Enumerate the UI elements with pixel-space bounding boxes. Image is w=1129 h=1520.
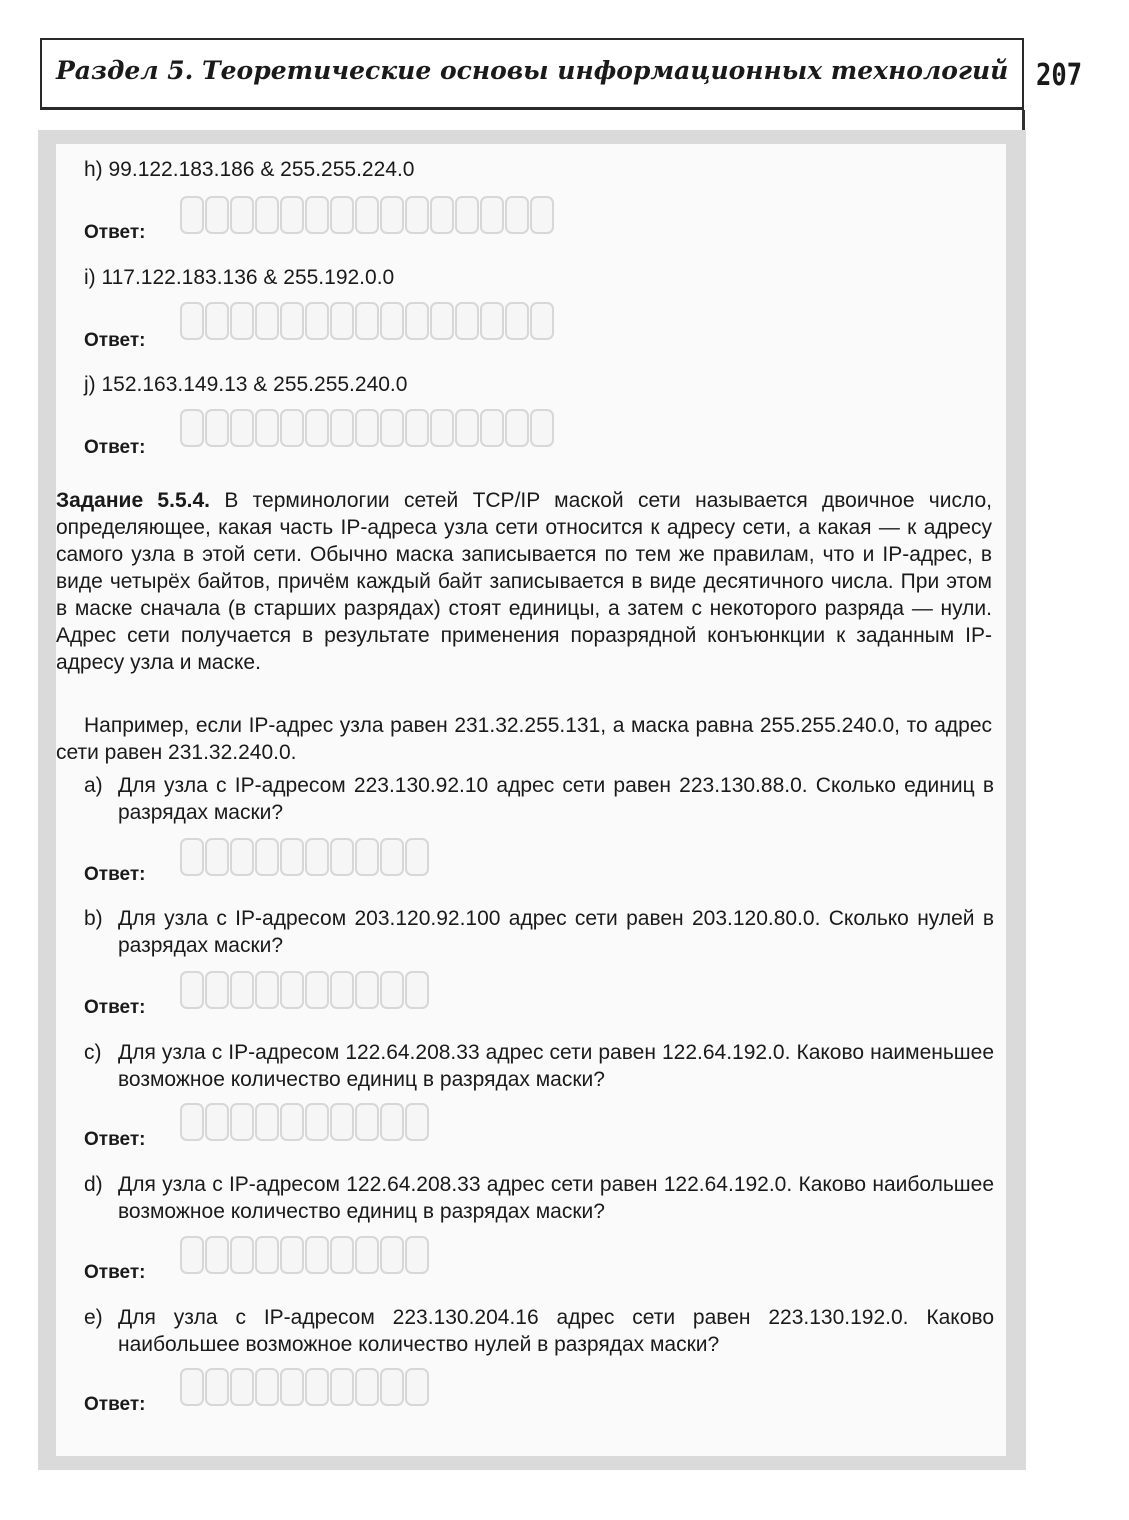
- page-number: 207: [1036, 58, 1083, 93]
- answer-cell[interactable]: [480, 409, 504, 447]
- answer-cell[interactable]: [330, 971, 354, 1009]
- question-c-letter: c): [84, 1041, 102, 1064]
- answer-cells[interactable]: [180, 838, 429, 878]
- answer-cell[interactable]: [380, 838, 404, 876]
- answer-cell[interactable]: [430, 409, 454, 447]
- question-e-text: Для узла с IP-адресом 223.130.204.16 адрес сети равен 223.130.192.0. Каково наибольшее возможное количество нулей в разрядах маски?: [118, 1306, 994, 1356]
- answer-cell[interactable]: [405, 1368, 429, 1406]
- answer-cell[interactable]: [180, 1103, 204, 1141]
- answer-cell[interactable]: [205, 409, 229, 447]
- answer-cell[interactable]: [280, 838, 304, 876]
- answer-cell[interactable]: [405, 838, 429, 876]
- question-a-text: Для узла с IP-адресом 223.130.92.10 адрес сети равен 223.130.88.0. Сколько единиц в разрядах маски?: [118, 774, 994, 824]
- question-d-letter: d): [84, 1173, 103, 1196]
- answer-cell[interactable]: [355, 409, 379, 447]
- answer-cell[interactable]: [305, 838, 329, 876]
- answer-cell[interactable]: [480, 302, 504, 340]
- answer-cells[interactable]: [180, 409, 554, 449]
- answer-cell[interactable]: [330, 838, 354, 876]
- answer-cell[interactable]: [355, 196, 379, 234]
- answer-cell[interactable]: [455, 302, 479, 340]
- answer-cell[interactable]: [330, 1103, 354, 1141]
- answer-cell[interactable]: [430, 302, 454, 340]
- answer-cell[interactable]: [280, 1236, 304, 1274]
- answer-cell[interactable]: [255, 971, 279, 1009]
- answer-cell[interactable]: [305, 1103, 329, 1141]
- answer-cell[interactable]: [230, 1236, 254, 1274]
- answer-cell[interactable]: [205, 196, 229, 234]
- answer-cell[interactable]: [430, 196, 454, 234]
- answer-cell[interactable]: [305, 409, 329, 447]
- answer-cell[interactable]: [330, 196, 354, 234]
- answer-cell[interactable]: [230, 1368, 254, 1406]
- answer-cells[interactable]: [180, 1103, 429, 1143]
- answer-cell[interactable]: [380, 1103, 404, 1141]
- answer-cell[interactable]: [255, 1103, 279, 1141]
- answer-cell[interactable]: [205, 971, 229, 1009]
- answer-cell[interactable]: [405, 971, 429, 1009]
- answer-cell[interactable]: [405, 302, 429, 340]
- answer-cell[interactable]: [205, 838, 229, 876]
- section-title: Раздел 5. Теоретические основы информационных технологий: [56, 56, 1009, 85]
- answer-cells[interactable]: [180, 302, 554, 342]
- answer-cell[interactable]: [280, 1103, 304, 1141]
- task-intro: В терминологии сетей TCP/IP маской сети называется двоичное число, определяющее, какая часть IP-адреса узла сети относится к адресу сети, а какая — к адресу самого узла в этой сети. Обычно маска записывается по тем же правилам, что и IP-адрес, в виде четырёх байтов, причём каждый байт записывается в виде десятичного числа. При этом в маске сначала (в старших разрядах) стоят единицы, а затем с некоторого разряда — нули. Адрес сети получается в результате применения поразрядной конъюнкции к заданным IP-адресу узла и маске.: [56, 489, 992, 674]
- answer-cell[interactable]: [305, 302, 329, 340]
- answer-cell[interactable]: [455, 196, 479, 234]
- answer-cell[interactable]: [230, 1103, 254, 1141]
- answer-cell[interactable]: [380, 409, 404, 447]
- question-a-letter: a): [84, 774, 103, 797]
- answer-cell[interactable]: [230, 838, 254, 876]
- answer-cell[interactable]: [330, 409, 354, 447]
- question-b-text: Для узла с IP-адресом 203.120.92.100 адрес сети равен 203.120.80.0. Сколько нулей в разрядах маски?: [118, 907, 994, 957]
- answer-cell[interactable]: [505, 409, 529, 447]
- answer-cell[interactable]: [305, 196, 329, 234]
- answer-cell[interactable]: [455, 409, 479, 447]
- answer-cell[interactable]: [380, 1368, 404, 1406]
- task-paragraph: [56, 487, 992, 676]
- answer-cell[interactable]: [180, 409, 204, 447]
- answer-cell[interactable]: [355, 302, 379, 340]
- answer-cell[interactable]: [405, 409, 429, 447]
- answer-label: Ответ:: [84, 330, 146, 351]
- answer-cell[interactable]: [530, 302, 554, 340]
- answer-label: Ответ:: [84, 1394, 146, 1415]
- task-title: Задание 5.5.4.: [56, 489, 210, 512]
- answer-cell[interactable]: [205, 302, 229, 340]
- answer-cell[interactable]: [205, 1236, 229, 1274]
- answer-cell[interactable]: [255, 1368, 279, 1406]
- answer-cell[interactable]: [330, 1236, 354, 1274]
- question-c-text: Для узла с IP-адресом 122.64.208.33 адрес сети равен 122.64.192.0. Каково наименьшее возможное количество единиц в разрядах маски?: [118, 1041, 994, 1091]
- answer-cells[interactable]: [180, 1368, 429, 1408]
- answer-cell[interactable]: [280, 1368, 304, 1406]
- answer-cell[interactable]: [380, 971, 404, 1009]
- answer-cell[interactable]: [380, 196, 404, 234]
- answer-cell[interactable]: [505, 196, 529, 234]
- answer-cell[interactable]: [180, 1368, 204, 1406]
- answer-cell[interactable]: [480, 196, 504, 234]
- answer-cell[interactable]: [280, 971, 304, 1009]
- exercise-h-text: h) 99.122.183.186 & 255.255.224.0: [84, 158, 415, 181]
- answer-label: Ответ:: [84, 1262, 146, 1283]
- exercise-i-text: i) 117.122.183.136 & 255.192.0.0: [84, 266, 395, 289]
- answer-cell[interactable]: [255, 838, 279, 876]
- answer-cell[interactable]: [230, 409, 254, 447]
- answer-cells[interactable]: [180, 196, 554, 236]
- answer-label: Ответ:: [84, 997, 146, 1018]
- answer-cell[interactable]: [530, 196, 554, 234]
- answer-cell[interactable]: [505, 302, 529, 340]
- answer-cell[interactable]: [255, 196, 279, 234]
- answer-cell[interactable]: [280, 409, 304, 447]
- question-d-text: Для узла с IP-адресом 122.64.208.33 адрес сети равен 122.64.192.0. Каково наибольшее возможное количество единиц в разрядах маски?: [118, 1173, 994, 1223]
- answer-cell[interactable]: [230, 196, 254, 234]
- answer-cell[interactable]: [180, 971, 204, 1009]
- answer-cell[interactable]: [405, 1236, 429, 1274]
- answer-cell[interactable]: [405, 196, 429, 234]
- answer-cell[interactable]: [355, 1236, 379, 1274]
- answer-label: Ответ:: [84, 222, 146, 243]
- answer-cell[interactable]: [530, 409, 554, 447]
- answer-cell[interactable]: [355, 971, 379, 1009]
- answer-cell[interactable]: [355, 838, 379, 876]
- answer-cell[interactable]: [305, 1368, 329, 1406]
- answer-cell[interactable]: [405, 1103, 429, 1141]
- answer-label: Ответ:: [84, 864, 146, 885]
- task-example: Например, если IP-адрес узла равен 231.32.255.131, а маска равна 255.255.240.0, то адрес сети равен 231.32.240.0.: [56, 714, 992, 764]
- answer-cell[interactable]: [330, 1368, 354, 1406]
- answer-label: Ответ:: [84, 1129, 146, 1150]
- answer-cell[interactable]: [255, 409, 279, 447]
- answer-cell[interactable]: [255, 1236, 279, 1274]
- answer-cell[interactable]: [205, 1103, 229, 1141]
- answer-cell[interactable]: [230, 971, 254, 1009]
- answer-cell[interactable]: [180, 196, 204, 234]
- answer-cell[interactable]: [305, 1236, 329, 1274]
- answer-cell[interactable]: [180, 302, 204, 340]
- answer-cell[interactable]: [355, 1103, 379, 1141]
- answer-cell[interactable]: [305, 971, 329, 1009]
- question-b-letter: b): [84, 907, 103, 930]
- answer-cell[interactable]: [255, 302, 279, 340]
- header-corner-line: [1022, 110, 1025, 132]
- answer-cell[interactable]: [355, 1368, 379, 1406]
- answer-cell[interactable]: [180, 1236, 204, 1274]
- answer-cell[interactable]: [330, 302, 354, 340]
- answer-cells[interactable]: [180, 1236, 429, 1276]
- answer-cell[interactable]: [230, 302, 254, 340]
- answer-cell[interactable]: [380, 1236, 404, 1274]
- answer-cells[interactable]: [180, 971, 429, 1011]
- exercise-j-text: j) 152.163.149.13 & 255.255.240.0: [84, 373, 408, 396]
- answer-cell[interactable]: [180, 838, 204, 876]
- answer-cell[interactable]: [380, 302, 404, 340]
- question-e-letter: e): [84, 1306, 103, 1329]
- answer-label: Ответ:: [84, 437, 146, 458]
- answer-cell[interactable]: [280, 196, 304, 234]
- answer-cell[interactable]: [280, 302, 304, 340]
- answer-cell[interactable]: [205, 1368, 229, 1406]
